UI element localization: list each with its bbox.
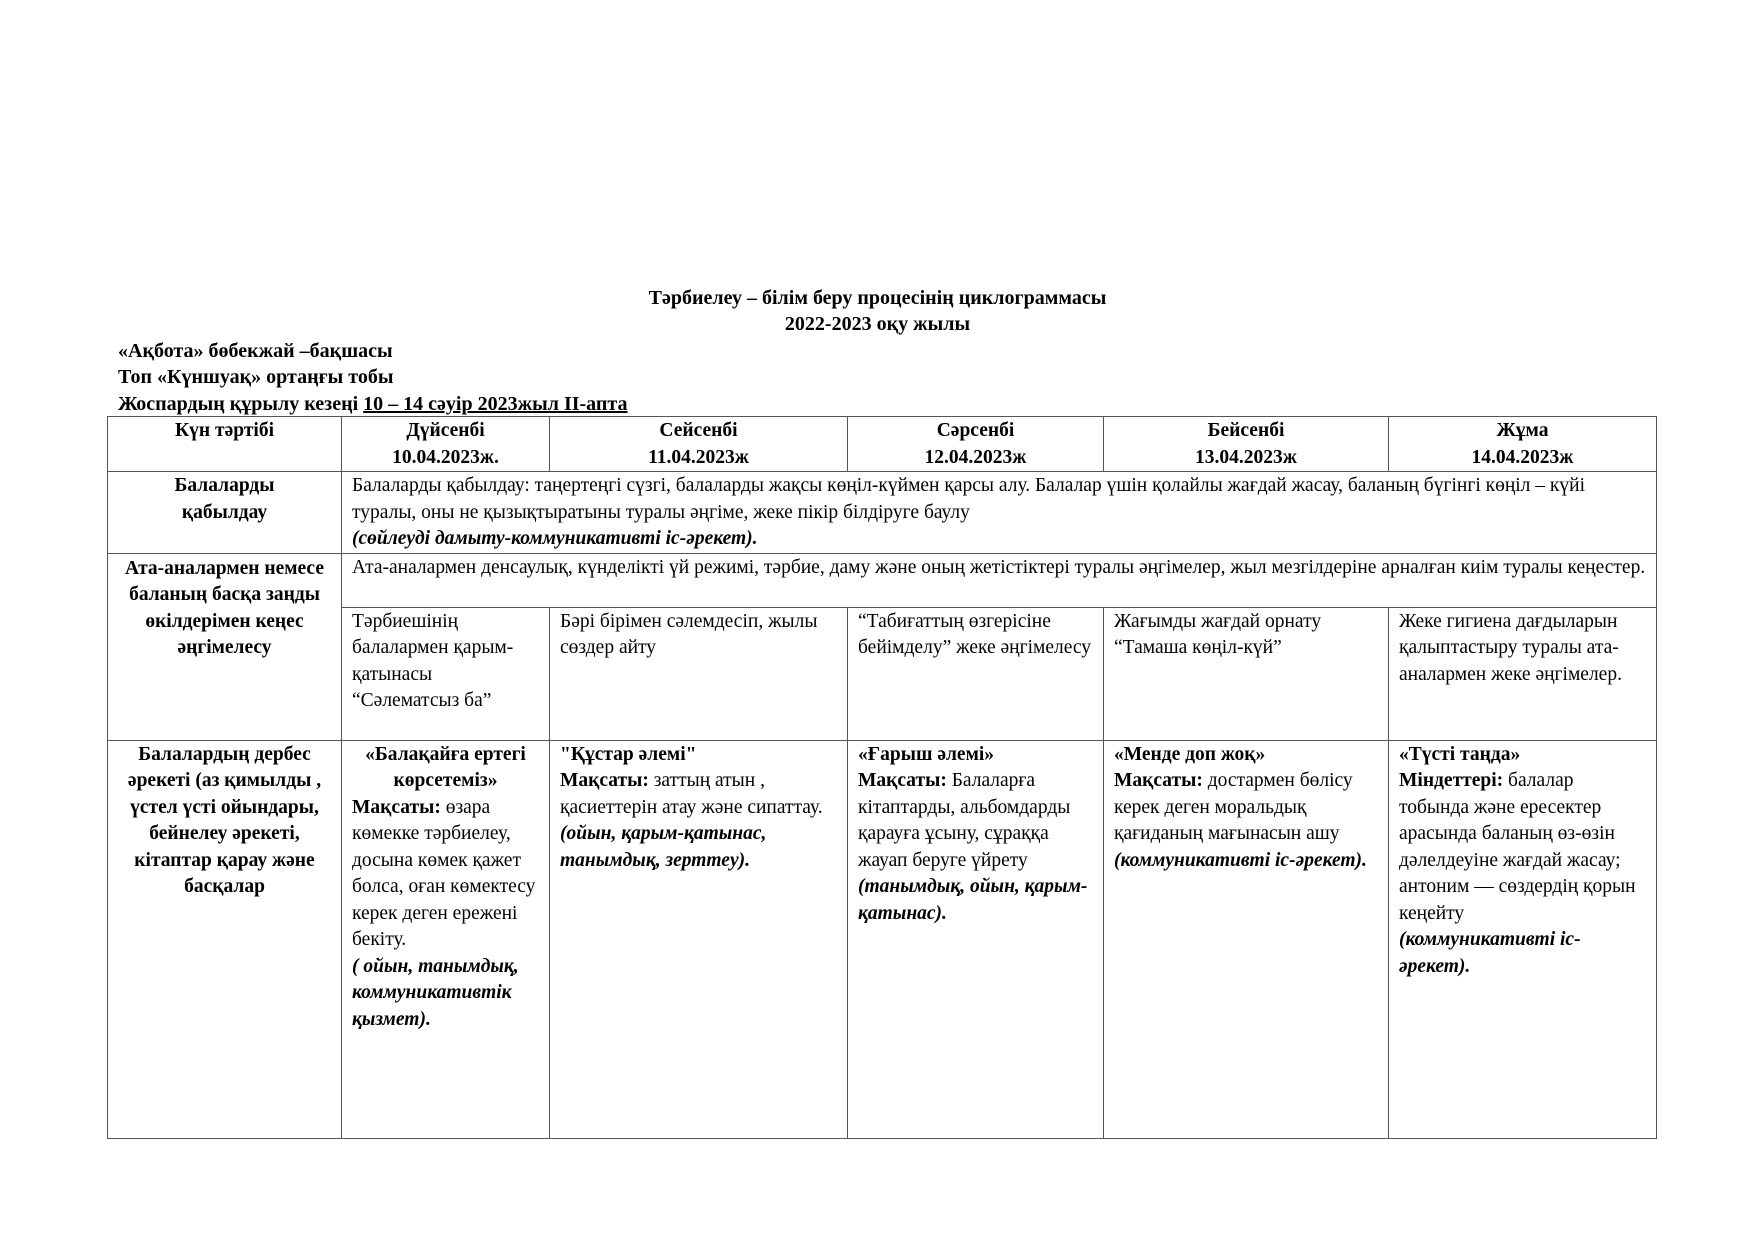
day-name: Жұма [1496, 420, 1549, 441]
day-name: Сейсенбі [659, 420, 738, 441]
parents-general-cell: Ата-аналармен денсаулық, күнделікті үй режимі, тәрбие, даму және оның жетістіктері туралы әңгімелер, жыл мезгілдеріне арналған киім туралы кеңестер. [342, 553, 1657, 607]
day-name: Дүйсенбі [406, 420, 485, 441]
document-title: Тәрбиелеу – білім беру процесінің циклограммасы [648, 287, 1107, 309]
parents-cell-thursday: Жағымды жағдай орнату “Тамаша көңіл-күй” [1104, 607, 1389, 740]
table-row-activities [108, 740, 1657, 1138]
day-date: 14.04.2023ж [1471, 446, 1574, 468]
cyclogram-table [107, 416, 1657, 1139]
table-header-row [108, 417, 1657, 472]
day-date: 10.04.2023ж. [392, 446, 499, 468]
academic-year: 2022-2023 оқу жылы [784, 313, 971, 335]
day-header-thursday [1104, 417, 1389, 472]
activity-title: «Ғарыш әлемі» [858, 743, 995, 765]
day-header-wednesday [848, 417, 1104, 472]
activity-cell-monday [342, 740, 550, 1138]
activity-cell-thursday [1104, 740, 1389, 1138]
row-label-reception: Балаларды қабылдау [108, 472, 342, 554]
day-name: Бейсенбі [1207, 420, 1285, 441]
activity-type: ( ойын, танымдық, коммуникативтік қызмет). [352, 955, 519, 1030]
activity-cell-friday [1389, 740, 1657, 1138]
activity-goal: достармен бөлісу керек деген моральдық қағиданың мағынасын ашу [1114, 770, 1353, 844]
row-label-parents: Ата-аналармен немесе баланың басқа заңды өкілдерімен кеңес әңгімелесу [108, 553, 342, 740]
reception-text: Балаларды қабылдау: таңертеңгі сүзгі, балаларды жақсы көңіл-күймен қарсы алу. Балалар үшін қолайлы жағдай жасау, баланың бүгінгі көңіл – күйі туралы, оны не қызықтыратыны туралы әңгіме, жеке пікір білдіруге баулу [352, 475, 1585, 523]
activity-type: (танымдық, ойын, қарым-қатынас). [858, 876, 1088, 924]
activity-goal-label: Мақсаты: [858, 770, 947, 791]
parents-cell-tuesday: Бәрі бірімен сәлемдесіп, жылы сөздер айту [550, 607, 848, 740]
activity-cell-wednesday [848, 740, 1104, 1138]
day-header-tuesday [550, 417, 848, 472]
activity-type: (коммуникативті іс-әрекет). [1114, 849, 1367, 871]
period-label: Жоспардың құрылу кезеңі [118, 393, 364, 415]
day-date: 11.04.2023ж [648, 446, 749, 468]
table-row-reception [108, 472, 1657, 554]
activity-goal: өзара көмекке тәрбиелеу, досына көмек қажет болса, оған көмектесу керек деген ережені бекіту. [352, 796, 536, 950]
kindergarten-name: «Ақбота» бөбекжай –бақшасы [118, 340, 393, 362]
table-row-parents [108, 553, 1657, 607]
activity-cell-tuesday [550, 740, 848, 1138]
day-date: 13.04.2023ж [1195, 446, 1297, 468]
activity-goal: балалар тобында және ересектер арасында баланың өз-өзін дәлелдеуіне жағдай жасау; антоним — сөздердің қорын кеңейту [1399, 770, 1636, 924]
activity-title: «Менде доп жоқ» [1114, 743, 1266, 765]
reception-activity: (сөйлеуді дамыту-коммуникативті іс-әрекет). [352, 528, 758, 549]
activity-type: (коммуникативті іс-әрекет). [1399, 929, 1581, 977]
parents-cell-wednesday: “Табиғаттың өзгерісіне бейімделу” жеке әңгімелесу [848, 607, 1104, 740]
activity-title: «Балақайға ертегі көрсетеміз» [365, 743, 526, 791]
activity-title: "Құстар әлемі" [560, 743, 697, 765]
period-value: 10 – 14 сәуір 2023жыл II-апта [363, 393, 628, 415]
activity-title: «Түсті таңда» [1399, 743, 1521, 765]
activity-goal: заттың атын , қасиеттерін атау және сипаттау. [560, 770, 823, 818]
activity-goal-label: Міндеттері: [1399, 770, 1504, 791]
parents-cell-friday: Жеке гигиена дағдыларын қалыптастыру туралы ата-аналармен жеке әңгімелер. [1389, 607, 1657, 740]
day-name: Сәрсенбі [936, 420, 1015, 441]
day-header-monday [342, 417, 550, 472]
activity-goal-label: Мақсаты: [560, 770, 649, 791]
activity-goal-label: Мақсаты: [1114, 770, 1203, 791]
planning-period [118, 392, 628, 416]
activity-goal-label: Мақсаты: [352, 796, 441, 818]
activity-type: (ойын, қарым-қатынас, танымдық, зерттеу). [560, 823, 767, 871]
reception-cell [342, 472, 1657, 554]
parents-cell-monday: Тәрбиешінің балалармен қарым-қатынасы “Сәлематсыз ба” [342, 607, 550, 740]
row-label-activities: Балалардың дербес әрекеті (аз қимылды , үстел үсті ойындары, бейнелеу әрекеті, кітаптар қарау және басқалар [108, 740, 342, 1138]
day-header-friday [1389, 417, 1657, 472]
day-date: 12.04.2023ж [924, 446, 1027, 468]
activity-goal: Балаларға кітаптарды, альбомдарды қарауға ұсыну, сұраққа жауап беруге үйрету [858, 770, 1071, 871]
group-name: Топ «Күншуақ» ортаңғы тобы [118, 366, 394, 388]
corner-header: Күн тәртібі [108, 417, 342, 472]
